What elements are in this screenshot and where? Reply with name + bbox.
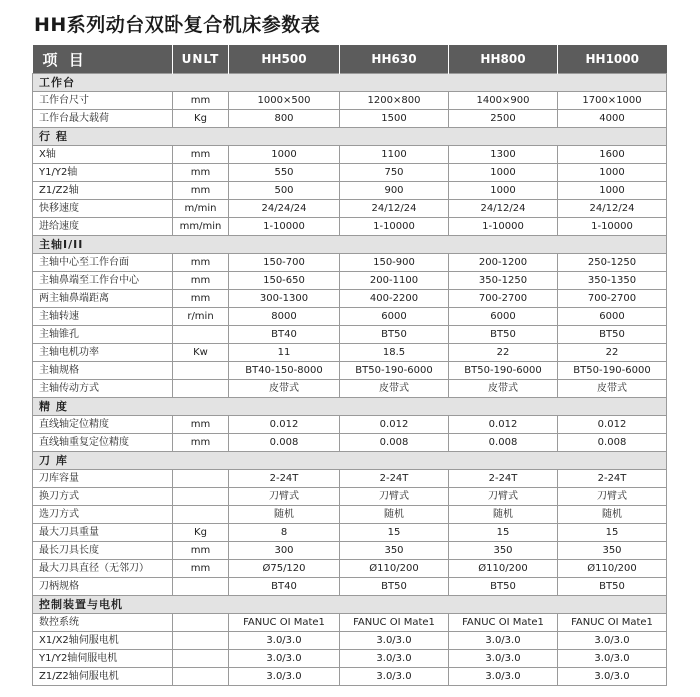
param-value: BT50-190-6000 [340, 362, 449, 380]
table-row [33, 362, 667, 380]
param-value: 300 [229, 542, 340, 560]
header-model: HH800 [449, 45, 558, 74]
param-value: BT50 [340, 326, 449, 344]
param-value: 300-1300 [229, 290, 340, 308]
param-value: 1000 [558, 164, 667, 182]
param-unit [173, 362, 229, 380]
param-name: 进给速度 [33, 218, 173, 236]
param-value: 2-24T [449, 470, 558, 488]
param-value: Ø110/200 [340, 560, 449, 578]
param-unit: mm [173, 182, 229, 200]
table-row [33, 164, 667, 182]
param-value: 1-10000 [449, 218, 558, 236]
param-unit [173, 650, 229, 668]
param-value: 皮带式 [449, 380, 558, 398]
param-value: 15 [558, 524, 667, 542]
param-value: 0.008 [558, 434, 667, 452]
param-value: 11 [229, 344, 340, 362]
param-value: 刀臂式 [558, 488, 667, 506]
section-row [33, 74, 667, 92]
param-name: X轴 [33, 146, 173, 164]
param-unit: mm [173, 272, 229, 290]
param-value: 3.0/3.0 [558, 650, 667, 668]
param-value: 22 [449, 344, 558, 362]
param-unit [173, 488, 229, 506]
param-value: 随机 [449, 506, 558, 524]
table-row [33, 506, 667, 524]
section-row [33, 236, 667, 254]
param-value: 700-2700 [449, 290, 558, 308]
page-title: HH系列动台双卧复合机床参数表 [34, 14, 321, 36]
param-name: 快移速度 [33, 200, 173, 218]
table-row [33, 308, 667, 326]
param-value: 8000 [229, 308, 340, 326]
table-row [33, 326, 667, 344]
param-value: 1000 [449, 164, 558, 182]
table-row [33, 182, 667, 200]
table-row [33, 668, 667, 686]
param-unit [173, 668, 229, 686]
spec-table [32, 45, 667, 686]
param-value: FANUC OI Mate1 [340, 614, 449, 632]
section-title: 工作台 [33, 74, 667, 92]
param-name: 最大刀具重量 [33, 524, 173, 542]
param-value: 3.0/3.0 [340, 650, 449, 668]
param-value: 0.012 [229, 416, 340, 434]
param-value: 随机 [229, 506, 340, 524]
param-value: BT50 [449, 326, 558, 344]
param-unit [173, 614, 229, 632]
table-header-row [33, 45, 667, 74]
param-unit: Kw [173, 344, 229, 362]
param-name: 主轴中心至工作台面 [33, 254, 173, 272]
table-row [33, 632, 667, 650]
param-unit: mm [173, 164, 229, 182]
param-value: 18.5 [340, 344, 449, 362]
param-value: 2500 [449, 110, 558, 128]
param-value: 15 [449, 524, 558, 542]
section-title: 刀 库 [33, 452, 667, 470]
param-value: 0.012 [340, 416, 449, 434]
section-title: 精 度 [33, 398, 667, 416]
section-row [33, 596, 667, 614]
param-name: 最长刀具长度 [33, 542, 173, 560]
param-value: 24/12/24 [558, 200, 667, 218]
param-value: BT40 [229, 578, 340, 596]
param-value: 2-24T [340, 470, 449, 488]
table-row [33, 200, 667, 218]
param-value: 1300 [449, 146, 558, 164]
param-unit: Kg [173, 524, 229, 542]
param-unit [173, 506, 229, 524]
param-value: 350 [558, 542, 667, 560]
table-row [33, 578, 667, 596]
param-value: 3.0/3.0 [449, 668, 558, 686]
table-row [33, 218, 667, 236]
param-value: 400-2200 [340, 290, 449, 308]
param-value: 0.008 [449, 434, 558, 452]
param-value: 150-700 [229, 254, 340, 272]
header-model: HH1000 [558, 45, 667, 74]
param-value: 6000 [558, 308, 667, 326]
param-unit [173, 632, 229, 650]
param-value: 1400×900 [449, 92, 558, 110]
param-unit: mm [173, 416, 229, 434]
param-value: 1-10000 [558, 218, 667, 236]
section-row [33, 398, 667, 416]
header-model: HH500 [229, 45, 340, 74]
spec-table-body [33, 74, 667, 686]
param-value: 1000 [558, 182, 667, 200]
table-row [33, 380, 667, 398]
param-name: 主轴鼻端至工作台中心 [33, 272, 173, 290]
param-value: FANUC OI Mate1 [449, 614, 558, 632]
param-value: 3.0/3.0 [449, 650, 558, 668]
param-value: BT40 [229, 326, 340, 344]
param-value: 0.008 [229, 434, 340, 452]
param-unit: Kg [173, 110, 229, 128]
table-row [33, 254, 667, 272]
param-unit [173, 380, 229, 398]
param-value: 0.008 [340, 434, 449, 452]
table-row [33, 110, 667, 128]
section-title: 行 程 [33, 128, 667, 146]
table-row [33, 542, 667, 560]
param-value: 1100 [340, 146, 449, 164]
param-value: BT50 [558, 326, 667, 344]
param-value: 刀臂式 [449, 488, 558, 506]
param-value: 6000 [340, 308, 449, 326]
table-row [33, 650, 667, 668]
param-value: 15 [340, 524, 449, 542]
param-name: 主轴转速 [33, 308, 173, 326]
param-value: 皮带式 [558, 380, 667, 398]
param-value: FANUC OI Mate1 [558, 614, 667, 632]
param-value: 1500 [340, 110, 449, 128]
param-value: 3.0/3.0 [229, 632, 340, 650]
param-value: BT50-190-6000 [449, 362, 558, 380]
param-value: FANUC OI Mate1 [229, 614, 340, 632]
param-value: 4000 [558, 110, 667, 128]
param-value: 24/12/24 [449, 200, 558, 218]
param-name: 换刀方式 [33, 488, 173, 506]
param-value: 皮带式 [229, 380, 340, 398]
param-unit: mm [173, 560, 229, 578]
table-row [33, 272, 667, 290]
param-value: 750 [340, 164, 449, 182]
param-unit: m/min [173, 200, 229, 218]
param-name: 直线轴定位精度 [33, 416, 173, 434]
param-name: 主轴传动方式 [33, 380, 173, 398]
param-value: 350 [449, 542, 558, 560]
table-row [33, 560, 667, 578]
param-value: 350 [340, 542, 449, 560]
param-value: 2-24T [229, 470, 340, 488]
param-value: 刀臂式 [340, 488, 449, 506]
table-row [33, 146, 667, 164]
param-value: 800 [229, 110, 340, 128]
param-value: 3.0/3.0 [558, 632, 667, 650]
param-value: 3.0/3.0 [558, 668, 667, 686]
param-name: Y1/Y2轴 [33, 164, 173, 182]
param-value: 2-24T [558, 470, 667, 488]
param-name: Y1/Y2轴伺服电机 [33, 650, 173, 668]
param-value: 随机 [558, 506, 667, 524]
param-value: 0.012 [558, 416, 667, 434]
param-value: 1-10000 [229, 218, 340, 236]
header-model: HH630 [340, 45, 449, 74]
table-row [33, 614, 667, 632]
param-name: 工作台最大载荷 [33, 110, 173, 128]
param-unit [173, 470, 229, 488]
param-value: Ø110/200 [449, 560, 558, 578]
param-value: 700-2700 [558, 290, 667, 308]
param-value: 550 [229, 164, 340, 182]
param-unit: mm/min [173, 218, 229, 236]
param-value: 350-1350 [558, 272, 667, 290]
param-name: 数控系统 [33, 614, 173, 632]
table-row [33, 470, 667, 488]
section-row [33, 452, 667, 470]
table-row [33, 524, 667, 542]
param-value: 3.0/3.0 [340, 668, 449, 686]
section-title: 主轴I/II [33, 236, 667, 254]
param-name: 工作台尺寸 [33, 92, 173, 110]
param-value: 150-650 [229, 272, 340, 290]
param-unit [173, 578, 229, 596]
table-row [33, 488, 667, 506]
param-unit [173, 326, 229, 344]
param-unit: mm [173, 542, 229, 560]
param-value: 随机 [340, 506, 449, 524]
param-value: 22 [558, 344, 667, 362]
param-value: 350-1250 [449, 272, 558, 290]
table-row [33, 290, 667, 308]
param-unit: r/min [173, 308, 229, 326]
param-value: 1200×800 [340, 92, 449, 110]
table-row [33, 344, 667, 362]
section-row [33, 128, 667, 146]
table-row [33, 92, 667, 110]
param-value: BT50-190-6000 [558, 362, 667, 380]
param-value: 刀臂式 [229, 488, 340, 506]
param-value: 200-1100 [340, 272, 449, 290]
param-name: 最大刀具直径（无邻刀） [33, 560, 173, 578]
param-value: BT50 [449, 578, 558, 596]
param-unit: mm [173, 434, 229, 452]
param-value: 1700×1000 [558, 92, 667, 110]
param-value: Ø75/120 [229, 560, 340, 578]
param-unit: mm [173, 146, 229, 164]
param-value: BT50 [558, 578, 667, 596]
param-name: 主轴规格 [33, 362, 173, 380]
param-name: 刀柄规格 [33, 578, 173, 596]
table-row [33, 434, 667, 452]
header-unit: UNLT [173, 45, 229, 74]
param-name: Z1/Z2轴 [33, 182, 173, 200]
param-value: 1-10000 [340, 218, 449, 236]
table-row [33, 416, 667, 434]
section-title: 控制装置与电机 [33, 596, 667, 614]
param-value: BT50 [340, 578, 449, 596]
param-value: 250-1250 [558, 254, 667, 272]
param-value: 200-1200 [449, 254, 558, 272]
param-value: 1000 [449, 182, 558, 200]
param-name: 刀库容量 [33, 470, 173, 488]
param-value: 3.0/3.0 [449, 632, 558, 650]
param-value: 0.012 [449, 416, 558, 434]
param-name: 两主轴鼻端距离 [33, 290, 173, 308]
param-unit: mm [173, 290, 229, 308]
param-value: 150-900 [340, 254, 449, 272]
header-item: 项 目 [33, 45, 173, 74]
param-name: 主轴电机功率 [33, 344, 173, 362]
param-value: 1600 [558, 146, 667, 164]
param-value: 皮带式 [340, 380, 449, 398]
param-value: 3.0/3.0 [229, 668, 340, 686]
param-value: 24/12/24 [340, 200, 449, 218]
param-value: 1000 [229, 146, 340, 164]
param-value: 3.0/3.0 [229, 650, 340, 668]
param-value: Ø110/200 [558, 560, 667, 578]
param-value: BT40-150-8000 [229, 362, 340, 380]
param-name: 选刀方式 [33, 506, 173, 524]
param-unit: mm [173, 254, 229, 272]
param-name: Z1/Z2轴伺服电机 [33, 668, 173, 686]
param-value: 6000 [449, 308, 558, 326]
param-name: 主轴锥孔 [33, 326, 173, 344]
param-value: 1000×500 [229, 92, 340, 110]
param-value: 500 [229, 182, 340, 200]
param-name: X1/X2轴伺服电机 [33, 632, 173, 650]
param-value: 8 [229, 524, 340, 542]
param-unit: mm [173, 92, 229, 110]
param-value: 3.0/3.0 [340, 632, 449, 650]
param-value: 900 [340, 182, 449, 200]
param-name: 直线轴重复定位精度 [33, 434, 173, 452]
param-value: 24/24/24 [229, 200, 340, 218]
